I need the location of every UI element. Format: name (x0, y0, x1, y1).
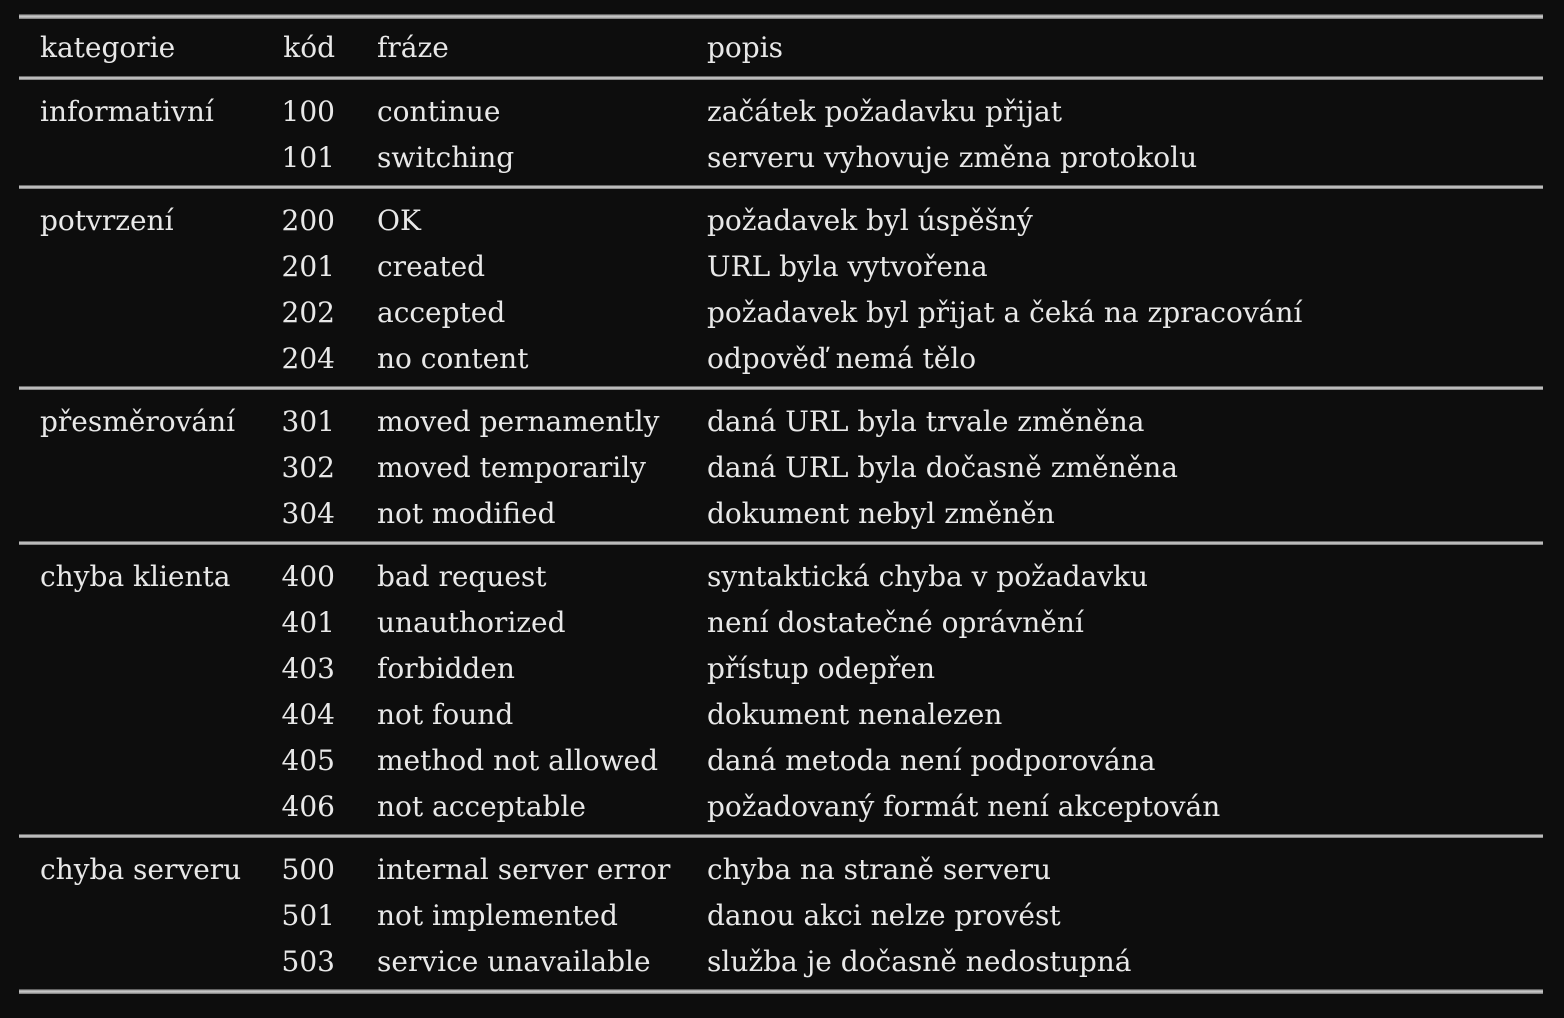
cell-phrase: not modified (377, 496, 556, 530)
cell-description: daná URL byla trvale změněna (707, 404, 1145, 438)
cell-phrase: OK (377, 203, 421, 237)
cell-code: 201 (281, 249, 335, 283)
table-row (19, 938, 1543, 984)
table-row (19, 444, 1543, 490)
cell-code: 304 (281, 496, 335, 530)
cell-description: služba je dočasně nedostupná (707, 944, 1132, 978)
table-section (19, 80, 1543, 185)
cell-category: potvrzení (40, 203, 174, 237)
cell-description: syntaktická chyba v požadavku (707, 559, 1149, 593)
http-status-table (19, 14, 1543, 994)
cell-code: 404 (281, 697, 335, 731)
cell-code: 500 (281, 852, 335, 886)
table-header-row (19, 19, 1543, 76)
cell-description: začátek požadavku přijat (707, 94, 1062, 128)
cell-code: 401 (281, 605, 335, 639)
cell-phrase: continue (377, 94, 501, 128)
table-row (19, 490, 1543, 536)
table-row (19, 846, 1543, 892)
horizontal-rule-bottom (19, 989, 1543, 994)
table-section (19, 545, 1543, 834)
cell-phrase: moved temporarily (377, 450, 646, 484)
cell-description: přístup odepřen (707, 651, 936, 685)
cell-description: není dostatečné oprávnění (707, 605, 1084, 639)
cell-category: informativní (40, 94, 214, 128)
table-row (19, 398, 1543, 444)
cell-code: 501 (281, 898, 335, 932)
table-row (19, 88, 1543, 134)
cell-code: 302 (281, 450, 335, 484)
cell-description: požadovaný formát není akceptován (707, 789, 1221, 823)
cell-code: 405 (281, 743, 335, 777)
table-row (19, 134, 1543, 180)
cell-description: chyba na straně serveru (707, 852, 1052, 886)
table-row (19, 645, 1543, 691)
cell-description: odpověď nemá tělo (707, 341, 977, 375)
cell-phrase: bad request (377, 559, 547, 593)
cell-description: požadavek byl přijat a čeká na zpracování (707, 295, 1303, 329)
cell-code: 100 (281, 94, 335, 128)
cell-code: 503 (281, 944, 335, 978)
table-section (19, 189, 1543, 386)
cell-phrase: internal server error (377, 852, 671, 886)
cell-description: danou akci nelze provést (707, 898, 1061, 932)
cell-category: přesměrování (40, 404, 236, 438)
cell-code: 200 (281, 203, 335, 237)
table-row (19, 892, 1543, 938)
cell-phrase: switching (377, 140, 515, 174)
cell-description: požadavek byl úspěšný (707, 203, 1033, 237)
table-row (19, 691, 1543, 737)
table-section (19, 390, 1543, 541)
table-section (19, 838, 1543, 989)
column-header-kategorie: kategorie (40, 31, 176, 64)
column-header-fraze: fráze (377, 31, 449, 64)
cell-code: 406 (281, 789, 335, 823)
cell-phrase: no content (377, 341, 529, 375)
cell-description: dokument nenalezen (707, 697, 1003, 731)
cell-phrase: forbidden (377, 651, 515, 685)
cell-code: 301 (281, 404, 335, 438)
table-row (19, 197, 1543, 243)
cell-phrase: not implemented (377, 898, 618, 932)
cell-code: 204 (281, 341, 335, 375)
cell-description: URL byla vytvořena (707, 249, 988, 283)
table-row (19, 783, 1543, 829)
cell-code: 101 (281, 140, 335, 174)
cell-phrase: method not allowed (377, 743, 659, 777)
column-header-kod: kód (283, 31, 335, 64)
cell-phrase: service unavailable (377, 944, 651, 978)
table-row (19, 553, 1543, 599)
cell-phrase: created (377, 249, 486, 283)
cell-code: 202 (281, 295, 335, 329)
table-row (19, 599, 1543, 645)
cell-phrase: moved pernamently (377, 404, 660, 438)
table-row (19, 289, 1543, 335)
cell-phrase: accepted (377, 295, 506, 329)
column-header-popis: popis (707, 31, 784, 64)
cell-phrase: unauthorized (377, 605, 566, 639)
cell-description: daná metoda není podporována (707, 743, 1156, 777)
cell-category: chyba serveru (40, 852, 242, 886)
cell-category: chyba klienta (40, 559, 231, 593)
table-body (19, 80, 1543, 994)
cell-description: daná URL byla dočasně změněna (707, 450, 1178, 484)
cell-description: serveru vyhovuje změna protokolu (707, 140, 1198, 174)
cell-description: dokument nebyl změněn (707, 496, 1055, 530)
table-row (19, 737, 1543, 783)
cell-code: 403 (281, 651, 335, 685)
cell-phrase: not acceptable (377, 789, 586, 823)
table-row (19, 243, 1543, 289)
cell-phrase: not found (377, 697, 514, 731)
table-row (19, 335, 1543, 381)
cell-code: 400 (281, 559, 335, 593)
